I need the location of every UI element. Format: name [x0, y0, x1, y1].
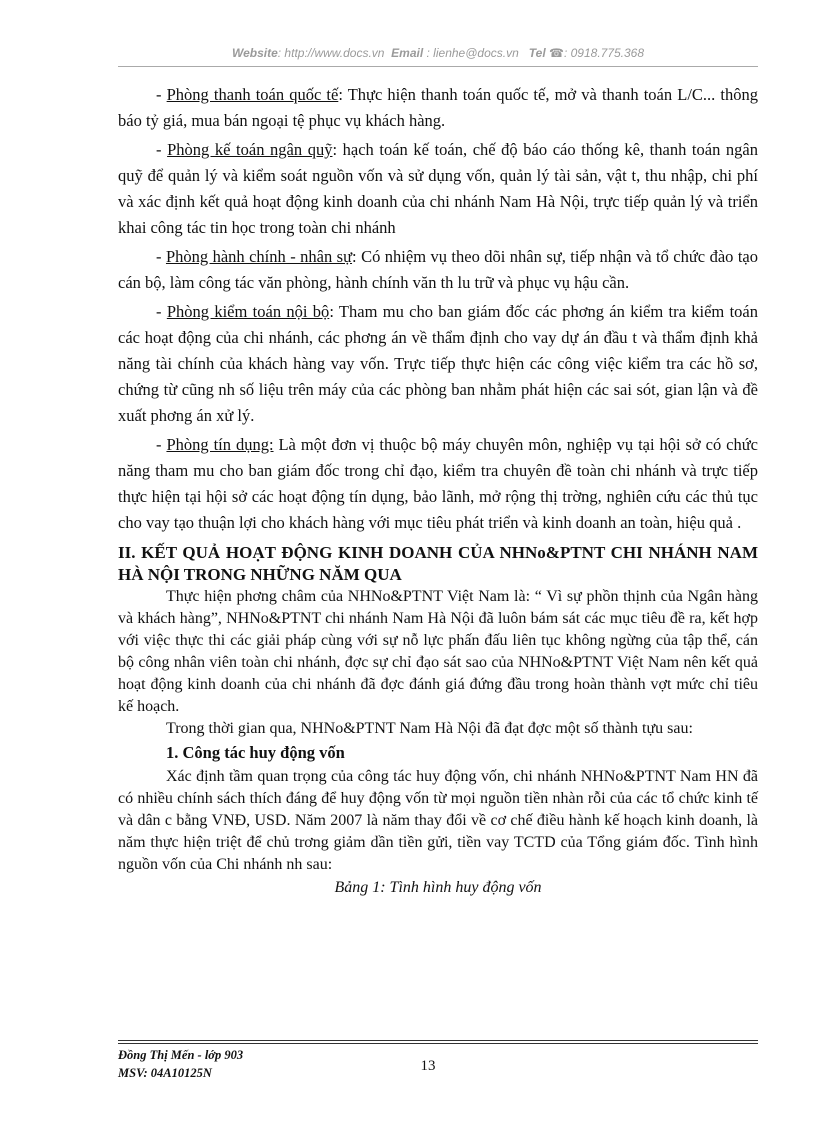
department-description: Là một đơn vị thuộc bộ máy chuyên môn, nghiệp vụ tại hội sở có chức năng tham mu cho ban giám đốc trong chỉ đạo, kiểm tra chuyên đề toàn chi nhánh và trực tiếp thực hiện tại hội sở các hoạt động tín dụng, bảo lãnh, mở rộng thị trờng, nghiên cứu các thủ tục cho vay tạo thuận lợi cho khách hàng với mục tiêu phát triển và kinh doanh an toàn, hiệu quả . — [118, 435, 758, 532]
bullet-prefix: - — [156, 85, 167, 104]
department-title: Phòng tín dụng: — [166, 435, 274, 454]
author-name: Đồng Thị Mến - lớp 903 — [118, 1048, 244, 1062]
table-caption: Bảng 1: Tình hình huy động vốn — [334, 879, 542, 896]
subsection-heading: 1. Công tác huy động vốn — [166, 743, 345, 762]
paragraph-hr — [118, 244, 758, 296]
page-header — [118, 46, 758, 60]
department-description: : Có nhiệm vụ theo dõi nhân sự, tiếp nhận và tổ chức đào tạo cán bộ, làm công tác văn phòng, hành chính văn th lu trữ và phục vụ hậu cần. — [118, 247, 759, 292]
paragraph-accounting — [118, 137, 758, 241]
section-heading: II. KẾT QUẢ HOẠT ĐỘNG KINH DOANH CỦA NHNo&PTNT CHI NHÁNH NAM HÀ NỘI TRONG NHỮNG NĂM QUA — [118, 543, 758, 584]
department-description: : Thực hiện thanh toán quốc tế, mở và thanh toán L/C... thông báo tỷ giá, mua bán ngoại tệ phục vụ khách hàng. — [118, 85, 758, 130]
section-paragraph: Thực hiện phơng châm của NHNo&PTNT Việt Nam là: “ Vì sự phồn thịnh của Ngân hàng và khách hàng”, NHNo&PTNT chi nhánh Nam Hà Nội đã luôn bám sát các mục tiêu đề ra, kết hợp với việc thực thi các giải pháp cùng với sự nỗ lực phấn đấu liên tục không ngừng của tập thể, cán bộ công nhân viên toàn chi nhánh, đợc sự chỉ đạo sát sao của NHNo&PTNT Việt Nam nên kết quả hoạt động kinh doanh của chi nhánh đã đợc đánh giá đứng đầu trong hoàn thành vợt mức chỉ tiêu kế hoạch. — [118, 588, 758, 715]
paragraph-internal-audit — [118, 299, 758, 429]
page-content — [118, 82, 758, 900]
footer-rule — [118, 1043, 758, 1044]
tel-value: : 0918.775.368 — [563, 46, 645, 60]
section-paragraph: Trong thời gian qua, NHNo&PTNT Nam Hà Nội đã đạt đợc một số thành tựu sau: — [166, 720, 693, 737]
email-label: Email — [391, 46, 424, 60]
bullet-prefix: - — [156, 247, 166, 266]
bullet-prefix: - — [156, 140, 168, 159]
bullet-prefix: - — [156, 302, 167, 321]
website-label: Website — [231, 46, 278, 60]
department-title: Phòng hành chính - nhân sự — [165, 247, 353, 266]
department-title: Phòng kiểm toán nội bộ — [166, 302, 330, 321]
subsection-paragraph: Xác định tầm quan trọng của công tác huy động vốn, chi nhánh NHNo&PTNT Nam HN đã có nhiều chính sách thích đáng để huy động vốn từ mọi nguồn tiền nhàn rỗi của các tổ chức kinh tế và dân c bằng VNĐ, USD. Năm 2007 là năm thay đổi về cơ chế điều hành kế hoạch kinh doanh, là năm thực hiện triệt để chủ trơng giảm dần tiền gửi, tiền vay TCTD của Tổng giám đốc. Tình hình nguồn vốn của Chi nhánh nh sau: — [118, 768, 758, 873]
paragraph-international-payment — [118, 82, 758, 134]
department-title: Phòng kế toán ngân quỹ — [167, 140, 333, 159]
department-title: Phòng thanh toán quốc tế — [166, 85, 339, 104]
department-description: : Tham mu cho ban giám đốc các phơng án kiểm tra kiểm toán các hoạt động của chi nhánh, các phơng án về thẩm định cho vay dự án đầu t và thẩm định khả năng tài chính của khách hàng vay vốn. Trực tiếp thực hiện các công việc kiểm tra các hồ sơ, chứng từ cũng nh số liệu trên máy của các phòng ban nhằm phát hiện các sai sót, gian lận và đề xuất phơng án xử lý. — [118, 302, 758, 425]
paragraph-credit — [118, 432, 758, 536]
email-value: : lienhe@docs.vn — [426, 46, 519, 60]
header-rule — [118, 66, 758, 67]
website-value: : http://www.docs.vn — [277, 46, 385, 60]
department-description: : hạch toán kế toán, chế độ báo cáo thống kê, thanh toán ngân quỹ để quản lý và kiểm soát nguồn vốn và sử dụng vốn, quản lý tài sản, vật t, thu nhập, chi phí và xác định kết quả hoạt động kinh doanh của chi nhánh Nam Hà Nội, trực tiếp quản lý và triển khai công tác tin học trong toàn chi nhánh — [118, 140, 758, 237]
tel-label: Tel ☎ — [528, 46, 564, 60]
bullet-prefix: - — [156, 435, 167, 454]
footer-rule — [118, 1040, 758, 1041]
author-info — [118, 1046, 243, 1082]
student-id: MSV: 04A10125N — [118, 1066, 212, 1080]
page-number: 13 — [420, 1058, 436, 1074]
